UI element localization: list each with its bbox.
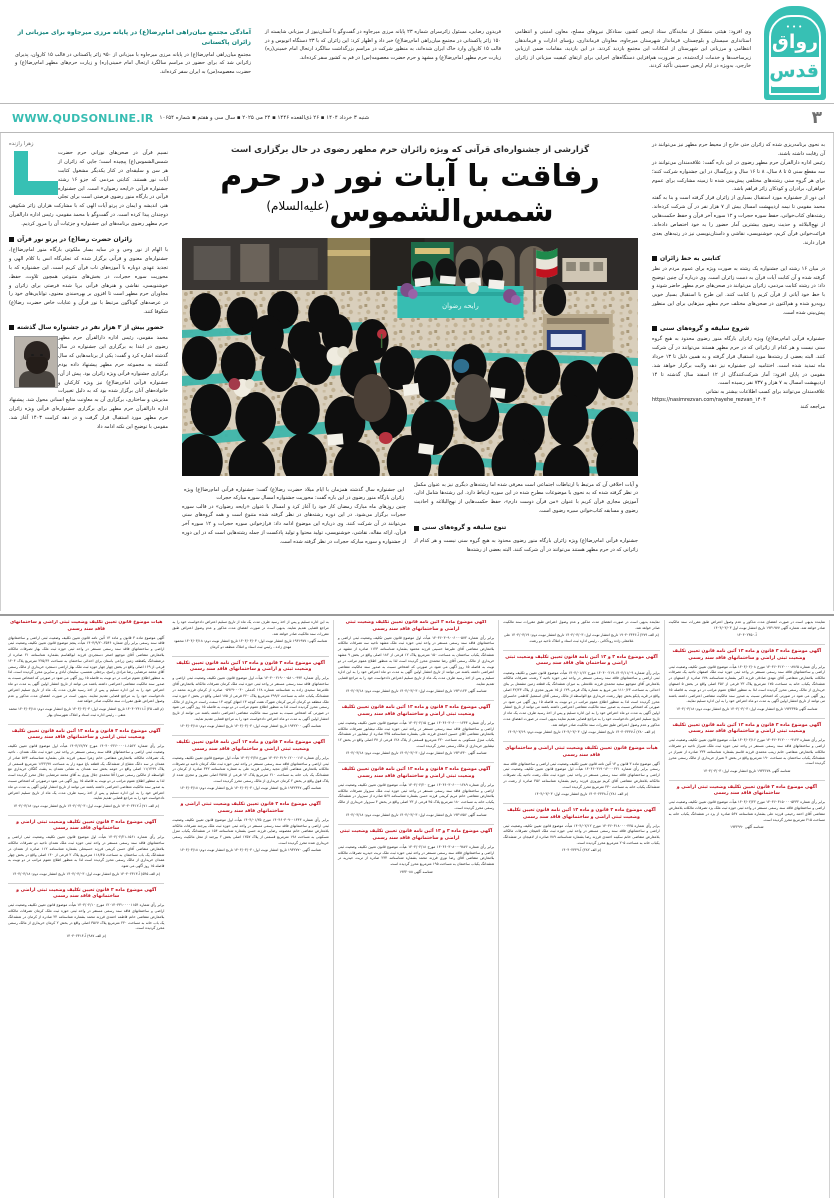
left-footer-text-2: مراجعه کنند xyxy=(800,404,825,411)
center-section-title: تنوع سلیقه و گروه‌های سنی xyxy=(422,524,507,532)
ad-meta: (م الف ۲۵) آ-۱۴۰۴۰۲۴۱۱ تاریخ انتشار نوبت اول: ۱۴۰۴/۰۳/۰۳ تاریخ انتشار نوبت دوم: ۱۴۰۴/۰۳/۱۸ محمد متقی - رئیس اداره ثبت اسناد و املاک شهرستان بهار xyxy=(8,706,164,717)
classified-ad xyxy=(172,620,328,651)
sidebar-section-heading-2 xyxy=(9,324,168,331)
center-section-heading xyxy=(414,523,638,534)
ad-body: برابر رأی شماره ۱۴۰۴۶۰۳۰۶۰۰۰۱۲۳۴ مورخ ۱۴۰۴/۰۲/۱۵ هیأت موضوع قانون تعیین تکلیف وضعیت ثبتی اراضی و ساختمانهای فاقد سند رسمی مستقر در واحد ثبتی حوزه ثبت ملک نیشابور تصرفات مالکانه بلامعارض متقاضی آقای حسین احمدی فرزند علی بشماره شناسنامه ۳۴۵ صادره از نیشابور در ششدانگ یکباب منزل مسکونی به مساحت ۲۲۰ مترمربع قسمتی از پلاک ۱۲۸ فرعی از ۳۷ اصلی واقع در بخش ۱۲ نیشابور خریداری از مالک رسمی محرز گردیده است. xyxy=(337,720,495,749)
ad-title: آگهی موضوع ماده ۳ قانون تعیین تکلیف وضعیت ثبتی اراضی و ساختمانهای فاقد سند رسمی xyxy=(180,802,321,814)
sidebar-section-title-1: زائران حضرت رضا(ع) در پرتو نور قرآن xyxy=(17,236,133,244)
publication-logo xyxy=(764,6,826,100)
sidebar-section-title-2: حضور بیش از ۳ هزار نفر در جشنواره سال گذشته xyxy=(17,324,164,332)
ad-meta: (م الف ۲۷۹) آ-۱۹۰۴۰۲۴۴۶ تاریخ انتشار نوبت اول: ۱۴۰۴/۰۳/۰۳ تاریخ انتشار نوبت دوم: ۱۴۰۴/۰۳/۱۹ علی غلامعلی زاده رودآکانی - رئیس اداره ثبت اسناد و املاک ناحیه دو رشت xyxy=(503,633,659,644)
logo-inner xyxy=(769,15,821,95)
classified-ad xyxy=(8,820,164,878)
classified-column-3 xyxy=(334,620,499,1198)
classified-ad xyxy=(338,705,494,757)
ad-meta: آ-۱۴۰۴۰۲۴۵۰ xyxy=(736,633,757,638)
ad-meta: شناسه آگهی ۱۹۳۲۳۴۵ تاریخ انتشار نوبت اول: ۱۴۰۴/۰۳/۰۳ تاریخ انتشار نوبت دوم: ۱۴۰۴/۰۳/۱۸ xyxy=(676,706,818,711)
ad-body: برابر رأی شماره ۱۵۶۱-۱۴۰۴/۰۲/۲۱ هیأت اول موضوع قانون تعیین تکلیف وضعیت ثبتی اراضی و ساختمانهای فاقد سند رسمی مستقر در واحد ثبتی حوزه ثبت ملک همدان ناحیه دو تصرفات مالکانه بلامعارض متقاضی آقای حسن کریمی فرزند حسینعلی بشماره شناسنامه ۱۱۲ صادره از همدان در ششدانگ یک باب ساختمان به مساحت ۱۱۸/۴۵ مترمربع پلاک ۲ فرعی از ۱۴۰ اصلی واقع در بخش چهار همدان خریداری از مالک رسمی محرز گردیده است لذا به منظور اطلاع عموم مراتب در دو نوبت به فاصله ۱۵ روز آگهی می شود. xyxy=(8,835,165,869)
ad-body: برابر رأی شماره ۱۲۰۱۴۰۴۳۱۰۰۰۰۱۱۵۴ مورخ ۱۴۰۴/۰۲/۱۰ هیأت موضوع قانون تعیین تکلیف وضعیت ثبتی اراضی و ساختمانهای فاقد سند رسمی مستقر در واحد ثبتی حوزه ثبت ملک کرمان تصرفات مالکانه بلامعارض متقاضی خانم فاطمه احمدی فرزند محمد بشماره شناسنامه ۲۴ صادره از کرمان در ششدانگ یک باب خانه به مساحت ۲۴۰ مترمربع پلاک ۳۵۶۷ اصلی واقع در بخش ۲ کرمان خریداری از مالک رسمی محرز گردیده است. xyxy=(8,903,165,931)
page-title xyxy=(182,160,638,230)
ad-title: آگهی موضوع ماده ۳ قانون و ماده ۱۳ آئین نامه قانون تعیین تکلیف وضعیت ثبتی اراضی و ساختمانهای فاقد سند رسمی xyxy=(672,722,822,735)
classified-column-5 xyxy=(665,620,830,1198)
headline-text: رفاقت با آیات نور در حرم شمس‌الشموس xyxy=(220,159,600,229)
photo-caption: این جشنواره سال گذشته همزمان با ایام میلاد حضرت رضا(ع) گفت: جشنواره قرآنی امام‌رضا(ع) ویژه زائران بارگاه منور رضوی در این باره گفت: محوریت جشنواره امسال سوره مبارکه حجرات xyxy=(184,486,404,502)
main-photo xyxy=(182,238,638,476)
interviewee-portrait-photo xyxy=(14,336,58,388)
square-bullet-icon xyxy=(652,256,657,261)
classified-ad xyxy=(503,808,659,854)
story-kicker: گزارشی از جشنواره‌ای قرآنی که ویژه زائران حرم مطهر رضوی در حال برگزاری است xyxy=(230,145,590,155)
ad-meta: (م الف ۲۸۱) آ-۱۴۰۴۰۲۴۴۸ تاریخ انتشار نوبت اول: ۱۴۰۴/۰۳/۰۳ xyxy=(534,792,629,797)
classifieds-section xyxy=(0,614,834,1200)
ad-meta: (م الف ۵۴۵) آ-۱۴۰۴۰۲۴۱۳ تاریخ انتشار نوبت اول: ۱۴۰۴/۰۳/۰۳ تاریخ انتشار نوبت دوم: ۱۴۰۴/۰۳/۱۸ xyxy=(12,871,160,876)
ad-divider xyxy=(669,718,825,719)
ad-meta: شناسه آگهی ۱۹۳۲۶۷۸ تاریخ انتشار نوبت اول: ۱۴۰۴/۰۳/۰۳ xyxy=(703,768,791,773)
classified-ad xyxy=(669,723,825,775)
ad-body: برابر رأی شماره ۱۵۶۲-۱۴۰۴۰۰۲۲۶۰۰۰۰۱ مورخ ۱۴۰۳/۱۲/۲۷ هیأت اول موضوع قانون تعیین تکلیف وضعیت ثبتی اراضی و ساختمانهای فاقد سند رسمی مستقر در واحد ثبتی حوزه ثبت ملک همدان - ناحیه یک تصرفات مالکانه بلامعارض متقاضی خانم زهرا سیفی فرزند علی بشماره شناسنامه ۵۷۳ صادر از همدان در سه دانگ مشاع از ششدانگ یک قطعه باغ میوه زار به مساحت ۱۶۲۲/۹۷ مترمربع قسمتی از پلاک ۱۱/۱۲۹۹ اصلی واقع در حومه بخش سه همدان به نشانی همدان به پشت گلگان خریداری مع الواسطه از مالکین رسمی میرزا آقا محمدی جلال پوری به آقای محمد مرتضایی جلال محرز گردیده است لذا به منظور اطلاع عموم مراتب در دو نوبت به فاصله ۱۵ روز آگهی می شود درصورتی که اشخاص نسبت به صدور سند مالکیت متقاضی اعتراضی داشته باشند می توانند از تاریخ انتشار اولین آگهی به مدت دو ماه اعتراض خود را به این اداره تسلیم و پس از اخذ رسید ظرف مدت یک ماه از تاریخ تسلیم اعتراض دادخواست خود را به مراجع قضایی تقدیم نمایند. xyxy=(8,744,165,801)
masthead xyxy=(0,0,834,103)
ad-body: برابر رأی شماره ۱۴۰۴۶۰۳۰۹۰۰۶۰۰۰۵۷۲ هیأت اول موضوع قانون تعیین تکلیف وضعیت ثبتی اراضی و ساختمانهای فاقد سند رسمی مستقر در واحد ثبتی حوزه ثبت ملک مشهد ناحیه سه تصرفات مالکانه بلامعارض متقاضی آقای علیرضا حسینی فرزند محمود بشماره شناسنامه ۱۱۲۳ صادره از مشهد در ششدانگ یکباب ساختمان به مساحت ۱۵۰ مترمربع پلاک ۱۲ فرعی از ۱۸۲ اصلی واقع در بخش ۹ مشهد خریداری از مالک رسمی آقای رضا محمدی محرز گردیده است لذا به منظور اطلاع عموم مراتب در دو نوبت به فاصله ۱۵ روز آگهی می شود در صورتی که اشخاص نسبت به صدور سند مالکیت متقاضی اعتراضی داشته باشند می توانند از تاریخ انتشار اولین آگهی به مدت دو ماه اعتراض خود را به این اداره تسلیم و پس از اخذ رسید ظرف مدت یک ماه از تاریخ تسلیم اعتراض دادخواست خود را به مراجع قضایی تقدیم نمایند. xyxy=(337,635,495,687)
ad-title: آگهی موضوع ماده ۳ قانون تعیین تکلیف وضعیت ثبتی اراضی و ساختمانهای فاقد سند رسمی xyxy=(16,819,157,832)
classified-column-4 xyxy=(499,620,664,1198)
ad-title: آگهی موضوع ماده ۳ قانون و ماده ۱۳ آئین نامه قانون تعیین تکلیف وضعیت ثبتی و اراضی و ساختمانهای فاقد سند رسمی xyxy=(176,660,325,673)
classified-ad xyxy=(8,620,164,719)
classified-ad xyxy=(172,661,328,730)
ad-title: آگهی موضوع ماده ۳ قانون و ماده ۱۳ آئین نامه قانون تعیین تکلیف وضعیت ثبتی اراضی و ساختمانهای فاقد سند رسمی xyxy=(341,767,491,779)
masthead-body-3: وی افزود: هیئتی متشکل از نمایندگان ستاد اربعین کشور، ستادکل نیروهای مسلح، معاون امنیتی و انتظامی استانداری سیستان و بلوچستان، فرماندار شهرستان میرجاوه، معاونان فرمانداری، رؤسای ادارات و فرماندهان انتظامی و مرزبانی این شهرستان از امکانات این مجتمع بازدید کردند. در این بازدید، مقامات ضمن ارزیابی زیرساخت‌ها و خدمات ارائه‌شده، بر ضرورت هم‌افزایی دستگاه‌های اجرایی برای ارتقای کیفیت میزبانی از زائران خارجی، به‌ویژه در ایام اربعین حسینی تأکید کردند. xyxy=(515,29,751,70)
main-photo-illustration xyxy=(182,238,638,476)
ad-divider xyxy=(503,741,659,742)
sidebar-lead-text: نسیم قرآن در صحن‌های نورانی حرم حضرت شمس‌الشموس(ع) پیچیده است؛ جایی که زائران از هر سن و سلیقه‌ای در کنار یکدیگر مشغول کتابت آیات نور هستند. کتابتی مردمی که جزو ۱۶ رشته جشنواره قرآنی «رایحه رضوان» است. این جشنواره قرآنی در بارگاه منور رضوی فرصتی است برای تجلی هنر، اندیشه و ایمان در پرتو آیات الهی که با مشارکت هزاران زائر شکوهی دوچندان پیدا کرده است. در گفت‌وگو با محمد مقومی، رئیس اداره دارالقرآن حرم مطهر رضوی برنامه‌های این جشنواره و جزئیات آن را مرور کردیم. xyxy=(9,150,168,228)
ad-body: آگهی موضوع ماده ۳ قانون و ماده ۱۳ آئین نامه قانون تعیین تکلیف وضعیت ثبتی اراضی و ساختمانهای فاقد سند رسمی برابر رأی شماره ۲۵۴۶-۱۴۰۳/۹/۲۰ هیأت پنجم موضوع قانون تعیین تکلیف وضعیت ثبتی اراضی و ساختمانهای فاقد سند رسمی مستقر در واحد ثبتی حوزه ثبت ملک بهار تصرفات مالکانه بلامعارض متقاضی آقای موجهو اصغر دستجردی فرزند ابوالقاسم بشماره شناسنامه ۲۱ صادره از درششدانگ یکقطعه زمین زراعی باستان برای احداثی ساختمان به مساحت ۲۲۵/۶۴ مترمربع پلاک ۱۴۰۴ فرعی از ۱۶۹ اصلی واقع در بخش چهار جهار حوزه ثبت ملک بهار اراضی دستجرد خریداری از مالک رسمی آقای محمد مرتضایی رضا مرادی راسخ، برجعلی شمسی، سلیمان آبادی و سایرین محرز گردیده است. لذا به منظور اطلاع عموم مراتب در دو نوبت به فاصله ۱۵ روز آگهی می شود در صورتی که اشخاص نسبت به صدور سند مالکیت متقاضی اعتراضی داشته باشند می توانند از تاریخ انتشار اولین آگهی به مدت دو ماه اعتراض خود را به این اداره تسلیم و پس از اخذ رسید ظرف مدت یک ماه از تاریخ تسلیم اعتراض دادخواست خود را به مراجع قضایی تقدیم نمایند. بدیهی است در صورت انقضای مدت مذکور و عدم وصول اعتراض طبق مقررات سند مالکیت صادر خواهد شد. xyxy=(8,635,165,704)
center-body-a: و آیات اخلاقی آن که مرتبط با ارتباطات اجتماعی است معرفی شده اما رشته‌های دیگری نیز به عنوان مکمل در نظر گرفته شده که به نحوی با موضوعات مطرح شده در این سوره ارتباط دارد. این رشته‌ها شامل اذان، آموزش مجازی قرآن کریم با عنوان «من قرآن دوست دارم»، حفظ حکمت‌هایی از نهج‌البلاغه و احادیث رضوی و مسابقه کتاب‌خوانی سیره رضوی است. xyxy=(414,481,638,515)
story-column-right xyxy=(182,481,406,555)
headline-honorific: (علیه‌السلام) xyxy=(266,198,330,213)
left-section-body-2: جشنواره قرآنی امام‌رضا(ع) ویژه زائران بارگاه منور رضوی محدود به هیچ گروه سنی نیست و هر کدام از زائرانی که در حرم مطهر هستند می‌توانند در آن شرکت کنند. البته بعضی از رشته‌ها مورد استقبال قرار گرفته و به همین دلیل تا ۱۳ خرداد ماه تمدید شده است. اختتامیه این جشنواره نیز دهه ولایت برگزار خواهد شد. مقومی در پایان افزود: آمار شرکت‌کنندگان از ۱۲ اسفند سال گذشته تا ۱۴ اردیبهشت امسال به ۷ هزار و ۷۳۷ نفر رسیده است. xyxy=(652,336,826,387)
sidebar-section-body-1: با الهام از نور وحی و در سایه بسار ملکوتی بارگاه منور امام‌رضا(ع)، جشنواره‌ای معنوی و قرآنی برگزار شده که تجلی‌گاه انس با کلام الهی و تجدید عهدی دوباره با آموزه‌های ناب قرآن کریم است. این جشنواره که با محوریت سوره حجرات، در بخش‌های متنوعی همچون تلاوت، حفظ، خوشنویسی، نقاشی و هنرهای قرآنی برپا شده فرصتی برای زائران و مجاوران حرم مطهر است تا افزون بر بهره‌مندی معنوی، توانایی‌های خود را در عرصه‌های گوناگون مرتبط با نور قرآن و عنایات خاص حضرت رضا(ع) شکوفا کنند. xyxy=(9,247,168,316)
center-body-b: چنین روزهای ماه مبارک رمضان کار خود را آغاز کرد و امسال با عنوان «رایحه رضوان» در قالب سوره حجرات برگزار می‌شود. در این دوره رشته‌های در نظر گرفته شده متنوع است و همه گروه‌های سنی می‌توانند در آن شرکت کنند. وی درباره این موضوع ادامه داد: فرازخوانی سوره حجرات و ۱۲ سوره آخر قرآن، ارائه مقاله، نقاشی، خوشنویسی، تولید محتوا و تولید پادکست از جمله رشته‌هایی است که در این دوره از جشنواره و سوره مبارکه حجرات در نظر گرفته شده است. xyxy=(182,503,406,546)
ad-body: برابر رأی شماره ۱۴۰۴۶۰۳۱۵۰۰۰۰۵۴۳۲ مورخ ۱۴۰۴/۰۲/۲۲ هیأت موضوع قانون تعیین تکلیف وضعیت ثبتی اراضی و ساختمانهای فاقد سند رسمی مستقر در واحد ثبتی حوزه ثبت ملک یزد تصرفات مالکانه بلامعارض متقاضی آقای احمد رحیمی فرزند علی بشماره شناسنامه ۵۶۷ صادره از یزد در ششدانگ یکباب خانه به مساحت ۲۱۵ مترمربع محرز گردیده است. xyxy=(668,800,826,822)
ad-body: آگهی موضوع ماده ۳ قانون و ۱۳ آئین نامه قانون تعیین تکلیف وضعیت ثبتی اراضی و ساختمانهای فاقد سند رسمی برابر رأی شماره ۱۴۰۴۶۰۳۱۹۰۱۲۰۰۰۲۲۱ هیأت اول موضوع قانون تعیین تکلیف وضعیت ثبتی اراضی و ساختمانهای فاقد سند رسمی مستقر در واحد ثبتی حوزه ثبت ملک رشت ناحیه یک تصرفات مالکانه بلامعارض متقاضی آقای کریم نوروزی فرزند رحیم بشماره شناسنامه ۴۵۶ صادره از رشت در ششدانگ یکباب خانه به مساحت ۲۳۰ مترمربع محرز گردیده است. xyxy=(503,761,660,789)
ad-title: آگهی موضوع ماده ۳ قانون تعیین تکلیف وضعیت ثبتی اراضی و ساختمانهای فاقد سند رسمی xyxy=(676,784,817,797)
story-column-left xyxy=(414,481,638,555)
sidebar-section-heading-1 xyxy=(9,236,168,243)
ad-meta: (م الف ۲۸۰) آ-۱۴۰۴۰۲۴۴۷ تاریخ انتشار نوبت اول: ۱۴۰۴/۰۳/۰۳ تاریخ انتشار نوبت دوم: ۱۴۰۴/۰۳/۱۹ xyxy=(507,730,656,735)
classified-ad xyxy=(503,655,659,736)
classified-ad xyxy=(338,767,494,819)
left-section-heading-2 xyxy=(652,325,825,332)
ad-body: نماینده بدیهی است در صورت انقضای مدت مذکور و عدم وصول اعتراض طبق مقررات سند مالکیت صادر خواهد شد. شماره آگهی ۱۹۳۱۹۷۷ تاریخ انتشار نوبت اول ۱۴۰۴/۰۳/۰۳ xyxy=(668,620,826,630)
festival-url[interactable]: https://nasimrezvan.com/rayehe_rezvan_۱۴۰۴ xyxy=(652,397,766,404)
story-columns xyxy=(182,481,638,555)
classified-ad xyxy=(172,740,328,792)
ad-title: آگهی موضوع ماده ۳ و ۱۳ آئین نامه قانون تعیین تکلیف وضعیت ثبتی اراضی و ساختمانهای فاقد سند رسمی xyxy=(339,829,493,841)
masthead-body-2: فریدون رضایی، مسئول زائرسرای شماره ۲۳ پایانه مرزی میرجاوه در گفت‌وگو با آستان‌نیوز از میزبانی شایسته از ۱۵۰ زائر پاکستانی در مجتمع میان‌راهی امام‌رضا(ع) خبر داد و اظهار کرد: این زائران که با ۲۳ دستگاه اتوبوس و در قالب ۱۵ کاروان وارد خاک ایران شده‌اند، به منظور شرکت در مراسم بزرگداشت سالگرد ارتحال امام خمینی(ره) زیارت حرم مطهر امام‌رضا(ع) و مشهد و حرم حضرت معصومه(س) در قم به کشور سفر کرده‌اند. xyxy=(265,29,501,61)
classified-ad xyxy=(503,620,659,645)
ad-title: هیأت موضوع قانون تعیین تکلیف وضعیت ثبتی اراضی و ساختمانهای فاقد سند رسمی xyxy=(9,620,163,632)
classified-ad xyxy=(8,729,164,810)
classified-ad xyxy=(669,785,825,831)
ad-title: آگهی موضوع ماده ۳ قانون و ماده ۱۳ آئین نامه قانون تعیین تکلیف وضعیت ثبتی اراضی و ساختمانهای فاقد سند رسمی xyxy=(507,808,656,820)
ad-meta: شناسه آگهی ۱۹۳۲۰۸۸ xyxy=(399,869,433,874)
sidebar-column xyxy=(0,133,176,611)
lead-block xyxy=(9,141,168,229)
ad-meta: شناسه آگهی ۱۹۳۱۴۴۰ تاریخ انتشار نوبت اول: ۱۴۰۴/۰۳/۰۳ تاریخ انتشار نوبت دوم: ۱۴۰۴/۰۳/۱۸ xyxy=(345,751,487,756)
logo-word-rovagh: رواق xyxy=(771,31,819,53)
classified-ad xyxy=(338,620,494,695)
issue-date: شنبه ۳ خرداد ۱۴۰۴ ▪ ۲۶ ذی‌القعده ۱۴۴۶ ▪ ۲۴ می ۲۰۲۵ ▪ سال سی و هفتم ▪ شماره ۱۰۶۵۴ xyxy=(159,115,370,121)
square-bullet-icon xyxy=(9,237,14,242)
center-section-body: جشنواره قرآنی امام‌رضا(ع) ویژه زائران بارگاه منور رضوی محدود به هیچ گروه سنی نیست و هر کدام از زائرانی که در حرم مطهر هستند می‌توانند در آن شرکت کنند. البته بعضی از رشته‌ها xyxy=(414,537,638,553)
classified-ad xyxy=(338,829,494,875)
left-section-heading-1 xyxy=(652,255,825,262)
ad-body: برابر رأی شماره ۱۴۰۴۶۰۳۱۲۰۰۰۰۸۷۶۵ مورخ ۱۴۰۴/۰۲/۰۸ هیأت موضوع قانون تعیین تکلیف وضعیت ثبتی اراضی و ساختمانهای فاقد سند رسمی مستقر در واحد ثبتی حوزه ثبت ملک اصفهان ناحیه یک تصرفات مالکانه بلامعارض متقاضی آقای مهدی صادقی فرزند اکبر بشماره شناسنامه ۶۷۸ صادره از اصفهان در ششدانگ یکباب خانه به مساحت ۱۷۵ مترمربع پلاک ۲۳ فرعی از ۴۵۶ اصلی واقع در بخش ۵ اصفهان خریداری از مالک رسمی محرز گردیده است لذا به منظور اطلاع عموم مراتب در دو نوبت به فاصله ۱۵ روز آگهی می شود در صورتی که اشخاص نسبت به صدور سند مالکیت متقاضی اعتراضی داشته باشند می توانند از تاریخ انتشار اولین آگهی به مدت دو ماه اعتراض خود را به این اداره تسلیم نمایند. xyxy=(668,664,826,704)
ad-meta: (م الف ۷۱) آ-۱۴۰۴۰۲۴۱۲ تاریخ انتشار نوبت اول: ۱۴۰۴/۰۳/۰۳ تاریخ انتشار نوبت دوم: ۱۴۰۴/۰۳/۱۸ xyxy=(13,803,160,808)
svg-text:رایحه رضوان: رایحه رضوان xyxy=(442,301,479,310)
classified-ad xyxy=(669,620,825,639)
ad-meta: شناسه آگهی ۱۹۳۲۴۴۷ تاریخ انتشار نوبت اول: ۱۴۰۴/۰۳/۰۳ تاریخ انتشار نوبت دوم: ۱۴۰۴/۰۳/۱۸ xyxy=(180,786,322,791)
reporter-byline: زهرا رازنده xyxy=(9,141,34,147)
left-paragraph-2: رئیس اداره دارالقرآن حرم مطهر رضوی در این باره گفت: علاقه‌مندان می‌توانند در سه مقطع سنی ۵ تا ۸ سال، ۸ تا ۱۶ سال و بزرگسال در این جشنواره شرکت کنند؛ برای هر گروه سنی رشته‌های مختلفی پیش‌بینی شده تا زمینه مشارکت برای عموم خواهران، برادران و کودکان زائر فراهم باشد. xyxy=(652,159,825,193)
ad-body: برابر رأی شماره ۰۹۹۴-۱۴۰۴۰۰۲۱۹۰۰۰۵۸۰ هیأت اول موضوع قانون تعیین تکلیف وضعیت ثبتی اراضی و ساختمانهای فاقد سند رسمی مستقر در واحد ثبتی حوزه ثبت ملک کرمان تصرفات مالکانه بلامعارض آقای غلامرضا سعیدی زاده به شناسنامه شماره ۱۶۸ کدملی ۰۵۹۶۹۰۰۰۴۰ صادره از کرمان فرزند محمد در ششدانگ یکباب خانه به مساحت ۲۹۹/۶ مترمربع پلاک ۴۲۰ فرعی از ۱۷۵ اصلی واقع در بخش ۶ حوزه ثبت ملک منطقه دو کرمان آدرس کرمان شهرک هفت کوچه ۱۳ انتهای کوچه ۱۳ سمت راست خریداری از مالک رسمی محرز گردیده است لذا به منظور اطلاع عموم مراتب در دو نوبت به فاصله ۱۵ روز آگهی می شود در صورتی که اشخاص نسبت به صدور سند مالکیت متقاضی اعتراضی داشته باشند می توانند از تاریخ انتشار اولین آگهی به مدت دو ماه اعتراض دادخواست خود را به مراجع قضایی تقدیم نمایند. xyxy=(172,676,329,721)
ad-meta: (م الف ۹۸۷) آ-۱۴۰۴۰۲۴۱۴ xyxy=(66,933,107,938)
ad-meta: شناسه آگهی ۱۹۳۲۷۷۰ تاریخ انتشار نوبت اول: ۱۴۰۴/۰۳/۰۳ تاریخ انتشار نوبت دوم: ۱۴۰۴/۰۳/۱۸ xyxy=(180,848,322,853)
classified-ad xyxy=(503,746,659,798)
ad-meta: (م الف ۲۸۲) آ-۱۴۰۴۰۲۴۴۹ xyxy=(561,848,602,853)
left-paragraph-1: به نحوی برنامه‌ریزی شده که زائران حتی خارج از محیط حرم مطهر نیز می‌توانند در آن رقابت داشته باشند. xyxy=(652,142,825,157)
sidebar-section-body-2-wrap xyxy=(9,334,168,432)
ad-meta: شناسه آگهی: ۱۹۳۱۹۷۷ تاریخ انتشار نوبت اول: ۱۴۰۴/۰۳/۰۳ تاریخ انتشار نوبت دوم: ۱۴۰۴/۰۳/۱۸ محمود مهدی زاده - رئیس ثبت اسناد و املاک منطقه دو کرمان xyxy=(173,638,328,649)
ad-divider xyxy=(503,650,659,651)
masthead-column-3 xyxy=(508,28,758,100)
ad-title: آگهی موضوع ماده ۳ قانون تعیین تکلیف وضعیت ثبتی اراضی و ساختمانهای فاقد سند رسمی xyxy=(16,887,157,900)
ad-divider xyxy=(669,780,825,781)
ad-title: هیأت موضوع قانون تعیین تکلیف وضعیت ثبتی اراضی و ساختمانهای فاقد سند رسمی xyxy=(505,746,658,758)
ad-body: برابر رأی شماره ۱۴۰۴۶۰۳۱۲۰۰۰۰۹۱۲۳ مورخ ۱۴۰۴/۰۲/۱۶ هیأت موضوع قانون تعیین تکلیف وضعیت ثبتی اراضی و ساختمانهای فاقد سند رسمی مستقر در واحد ثبتی حوزه ثبت ملک شیراز ناحیه دو تصرفات مالکانه بلامعارض متقاضی خانم زینب محمدی فرزند قاسم بشماره شناسنامه ۲۳۴ صادره از شیراز در ششدانگ یکباب ساختمان به مساحت ۱۹۰ مترمربع واقع در بخش ۴ شیراز خریداری از مالک رسمی محرز گردیده است. xyxy=(668,738,826,766)
website-url[interactable]: WWW.QUDSONLINE.IR xyxy=(12,111,154,125)
masthead-column-2 xyxy=(258,28,508,100)
ad-body: برابر رأی شماره ۱۴۰۴۶۰۳۰۸۰۰۰۹۸۷۶ مورخ ۱۴۰۴/۰۲/۱۸ هیأت موضوع قانون تعیین تکلیف وضعیت ثبتی اراضی و ساختمانهای فاقد سند رسمی مستقر در واحد ثبتی حوزه ثبت ملک تربت حیدریه تصرفات مالکانه بلامعارض متقاضی آقای رضا نوری فرزند محمد بشماره شناسنامه ۲۳۴ صادره از تربت حیدریه در ششدانگ یکباب ساختمان به مساحت ۱۹۵ مترمربع محرز گردیده است. xyxy=(337,844,495,867)
logo-word-quds: قدس xyxy=(771,57,819,87)
ad-divider xyxy=(503,803,659,804)
ad-body: برابر رأی شماره ۱۴۰۴۶۰۳۱۸۰۰۰۰۴۴۵ مورخ ۱۴۰۴/۰۲/۱۲ هیأت موضوع قانون تعیین تکلیف وضعیت ثبتی اراضی و ساختمانهای فاقد سند رسمی مستقر در واحد ثبتی حوزه ثبت ملک لاهیجان تصرفات مالکانه بلامعارض متقاضی خانم سکینه احمدی فرزند رضا بشماره شناسنامه ۷۸۹ صادره از لاهیجان در ششدانگ یکباب خانه به مساحت ۲۰۵ مترمربع محرز گردیده است. xyxy=(503,823,660,846)
ad-divider xyxy=(338,700,494,701)
ad-title: آگهی موضوع ماده ۳ آئین نامه قانون تعیین تکلیف وضعیت ثبتی اراضی و ساختمانهای فاقد سند رسمی xyxy=(345,620,487,632)
page-number: ۳ xyxy=(811,107,822,128)
classified-ad xyxy=(8,888,164,940)
ad-body: برابر رأی شماره ۱۴۰۴۶۰۳۱۹۰۱۲۰۰۰۱۱۲ مورخ ۱۴۰۴/۰۲/۲۸ هیأت اول موضوع قانون تعیین تکلیف وضعیت ثبتی اراضی و ساختمانهای فاقد سند رسمی مستقر در واحد ثبتی حوزه ثبت ملک کرمان ناحیه دو تصرفات مالکانه بلامعارض متقاضی آقای مجید رضایی فرزند علی به شماره شناسنامه ۳۳۲ صادره از کرمان در ششدانگ یک باب خانه به مساحت ۲۱۰ مترمربع پلاک ۱۲ فرعی از ۴۵۷۵ اصلی مفروز و مجزی شده از پلاک فوق واقع در بخش ۲ کرمان خریداری از مالک رسمی محرز گردیده است. xyxy=(172,755,329,784)
square-bullet-icon xyxy=(414,526,419,531)
left-column xyxy=(644,133,834,611)
masthead-column-1 xyxy=(8,28,258,100)
left-section-title-2: شروع سلیقه و گروه‌های سنی xyxy=(660,325,750,333)
decorative-dropcap-icon xyxy=(14,151,58,195)
masthead-headline: آمادگی مجتمع میان‌راهی امام‌رضا(ع) در پایانه مرزی میرجاوه برای میزبانی از زائران پاکستانی xyxy=(17,29,251,46)
ad-meta: شناسه آگهی ۱۹۳۲۲۰۰ تاریخ انتشار نوبت اول: ۱۴۰۴/۰۳/۰۳ تاریخ انتشار نوبت دوم: ۱۴۰۴/۰۳/۱۸ xyxy=(180,724,322,729)
left-paragraph-3: این دور از جشنواره مورد استقبال بسیاری از زائران قرار گرفته است و بنا به گفته محمد مقومی تا نیمه اردیبهشت امسال بیش از ۷ هزار نفر در آن شرکت کرده‌اند. رشته‌های کتاب‌خوانی، حفظ سوره حجرات و ۱۲ سوره آخر قرآن و حفظ حکمت‌هایی از نهج‌البلاغه و حدیث رضوی بیشترین آمار حضور را به خود اختصاص داده‌اند. قرائت‌خوانی قرآن کریم، خوشنویسی، نقاشی و داستان‌نویسی نیز در رتبه‌های بعدی قرار دارند. xyxy=(652,195,826,246)
left-section-title-1: کتابتی به خط زائران xyxy=(660,254,721,262)
ad-title: آگهی موضوع ماده ۳ قانون و ماده ۱۳ آئین نامه قانون تعیین تکلیف وضعیت ثبتی اراضی و ساختمانهای فاقد سند رسمی xyxy=(672,649,822,661)
classified-ad xyxy=(669,649,825,713)
classified-column-1 xyxy=(4,620,168,1198)
ad-body: برابر رأی شماره ۱۴۰۴۶۰۳۰۹۰۰۱۴۴۳ مورخ ۱۴۰۴/۰۱/۲۵ هیأت اول موضوع قانون تعیین تکلیف وضعیت ثبتی اراضی و ساختمانهای فاقد سند رسمی مستقر در واحد ثبتی حوزه ثبت ملک بیرجند تصرفات مالکانه بلامعارض متقاضی خانم معصومه رضایی فرزند حسن بشماره شناسنامه ۱۵۴ در ششدانگ یکباب منزل مسکونی به مساحت ۱۹۸ مترمربع قسمتی از پلاک ۱۲۵۷ اصلی بخش ۲ بیرجند از محل مالکیت رسمی خریداری شده محرز گردیده است. xyxy=(172,817,329,846)
left-section-body-1: در میان ۱۶ رشته این جشنواره یک رشته به صورت ویژه برای عموم مردم در نظر گرفته شده و آن کتابت آیات قرآن به دست زائران است. وی درباره آن چنین توضیح داد: در رشته کتابت مردمی، زائران می‌توانند در صحن‌های حرم مطهر حاضر شوند و با خط خود آیاتی از قرآن کریم را کتابت کنند. این طرح با استقبال بسیار خوبی روبه‌رو شده و هم‌اکنون در صحن‌های مختلف حرم مطهر میزهایی برای این منظور پیش‌بینی شده است. xyxy=(652,265,826,317)
ad-meta: شناسه آگهی ۱۹۳۱۱۲۳ تاریخ انتشار نوبت اول: ۱۴۰۴/۰۳/۰۳ تاریخ انتشار نوبت دوم: ۱۴۰۴/۰۳/۱۸ xyxy=(345,689,487,694)
classified-column-2 xyxy=(168,620,333,1198)
ad-divider xyxy=(172,656,328,657)
masthead-columns xyxy=(8,6,758,100)
ad-title: آگهی موضوع ماده ۳ و ۱۳ آئین نامه قانون تعیین تکلیف وضعیت ثبتی اراضی و ساختمان های فاقد سند رسمی xyxy=(505,654,658,667)
ad-divider xyxy=(172,797,328,798)
ad-body: به این اداره تسلیم و پس از اخذ رسید ظرف مدت یک ماه از تاریخ تسلیم اعتراض دادخواست خود را به مراجع قضایی تقدیم نمایند. بدیهی است در صورت انقضای مدت مذکور و عدم وصول اعتراض طبق مقررات سند مالکیت صادر خواهد شد. xyxy=(172,620,329,636)
ad-meta: شناسه آگهی ۱۹۳۲۹۹۰ xyxy=(730,824,764,829)
date-and-site xyxy=(12,112,369,125)
main-story-column xyxy=(176,133,644,611)
square-bullet-icon xyxy=(652,326,657,331)
ad-divider xyxy=(172,735,328,736)
ad-divider xyxy=(669,644,825,645)
masthead-body-1: مجتمع میان‌راهی امام‌رضا(ع) در پایانه مرزی میرجاوه با میزبانی از ۹۵۰ زائر پاکستانی در قالب ۱۵ کاروان، پذیرای زائرانی شد که برای حضور در مراسم سالگرد ارتحال امام خمینی(ره) و زیارت حرم‌های مطهر امام‌رضا(ع) و حضرت معصومه(س) به ایران سفر کرده‌اند. xyxy=(15,51,251,76)
sidebar-section-body-2: محمد مقومی، رئیس اداره دارالقرآن حرم مطهر رضوی در ابتدا به برگزاری این جشنواره در سال گذشته اشاره کرد و گفت: یکی از برنامه‌هایی که سال گذشته به مجموعه حرم مطهر پیشنهاد داده بودم برگزاری جشنواره قرآنی ویژه زائران بود. پیش از آن، جشنواره قرآنی امام‌رضا(ع) نیز ویژه کارکنان و خانواده‌های آنان برگزار شده بود که به دلیل تغییرات مدیریتی و ساختاری، برگزاری آن به معاونت منابع انسانی محول شد. پیشنهاد اداره دارالقرآن حرم مطهر برای برگزاری جشنواره‌ای قرآنی ویژه زائران حرم مطهر مورد استقبال قرار گرفت و در دهه کرامت ۱۴۰۳ آغاز شد. مقومی با توضیح این نکته ادامه داد xyxy=(9,335,168,431)
ad-title: آگهی موضوع ماده ۳ قانون و ماده ۱۳ آئین نامه قانون تعیین تکلیف وضعیت ثبتی اراضی و ساختمانهای فاقد سند رسمی xyxy=(341,705,491,717)
ad-divider xyxy=(8,883,164,884)
logo-ornament-icon: ••• xyxy=(785,23,805,31)
editorial-section xyxy=(0,133,834,611)
ad-title: آگهی موضوع ماده ۳ قانون و ماده ۱۳ آئین نامه قانون تعیین تکلیف وضعیت ثبتی اراضی و ساختمانهای فاقد سند رسمی xyxy=(176,740,325,752)
ad-divider xyxy=(338,762,494,763)
left-footer-text: علاقه‌مندان می‌توانند برای کسب اطلاعات بیشتر به نشانی xyxy=(705,389,825,396)
classified-ad xyxy=(172,802,328,854)
ad-meta: شناسه آگهی ۱۹۳۱۷۵۶ تاریخ انتشار نوبت اول: ۱۴۰۴/۰۳/۰۳ تاریخ انتشار نوبت دوم: ۱۴۰۴/۰۳/۱۸ xyxy=(345,813,487,818)
date-bar xyxy=(0,103,834,133)
ad-divider xyxy=(8,724,164,725)
ad-divider xyxy=(8,815,164,816)
ad-body: برابر رأی شماره ۱۴۰۴۶۰۳۰۶۰۰۰۱۲۸۹ مورخ ۱۴۰۴/۰۲/۲۰ هیأت موضوع قانون تعیین تکلیف وضعیت ثبتی اراضی و ساختمانهای فاقد سند رسمی مستقر در واحد ثبتی حوزه ثبت ملک سبزوار تصرفات مالکانه بلامعارض متقاضی خانم مریم کریمی فرزند حسن بشماره شناسنامه ۵۶۷ صادره از سبزوار در ششدانگ یکباب خانه به مساحت ۱۸۰ مترمربع پلاک ۴۵ فرعی از ۲۳ اصلی واقع در بخش ۳ سبزوار خریداری از مالک رسمی محرز گردیده است. xyxy=(337,782,495,811)
ad-divider xyxy=(338,824,494,825)
ad-body: نماینده بدیهی است در صورت انقضای مدت مذکور و عدم وصول اعتراض طبق مقررات سند مالکیت صادر خواهد شد. xyxy=(503,620,660,630)
ad-body: برابر رأی شماره ۱۴۰۴/۱۱/۰۹-۱۴۰۴۰۰۲۱۹ مورخ ۱۴۰۴/۰۱/۱۲ هیأت موضوع قانون تعیین و تکلیف وضعیت ثبتی اراضی و ساختمانهای فاقد سند رسمی مستقر در واحد ثبتی حوزه ناحیه ۲ رشت، تصرفات مالکانه بلامعارض آقای متوجهو سعید محمدی فرزند غلامعلی به میزان ششدانگ یک قطعه زمین مشتمل بر بنای احداثی به مساحت ۱۱۱۰/۶۴ متر مربع به شماره پلاک فرعی ۱۲۹ از ۱۵ نفروز مجزی از پلاک ۴۲/۲۳ اصلی واقع در قریه پایکو بخش چهار رشت خریداری مع الواسطه از مالک رسمی آقای اسمعیل کاظمی خانسرای محرز گردیده است لذا به منظور اطلاع عموم مراتب در دو نوبت به فاصله ۱۵ روز آگهی می شود در صورتی که اشخاص نسبت به صدور سند مالکیت متقاضی اعتراضی داشته باشند می توانند از تاریخ انتشار اولین آگهی به مدت دو ماه اعتراض خود را به این اداره تسلیم و پس از اخذ رسید ظرف مدت یک ماه از تاریخ تسلیم اعتراض دادخواست خود را به مراجع قضایی تقدیم نمایند بدیهی است در صورت انقضای مدت مذکور و عدم وصول اعتراض طبق مقررات سند مالکیت صادر خواهد شد. xyxy=(503,670,660,727)
square-bullet-icon xyxy=(9,325,14,330)
ad-title: آگهی موضوع ماده ۳ قانون و ماده ۱۳ آئین نامه قانون تعیین تکلیف وضعیت ثبتی اراضی و ساختمانهای فاقد سند رسمی xyxy=(11,728,161,741)
